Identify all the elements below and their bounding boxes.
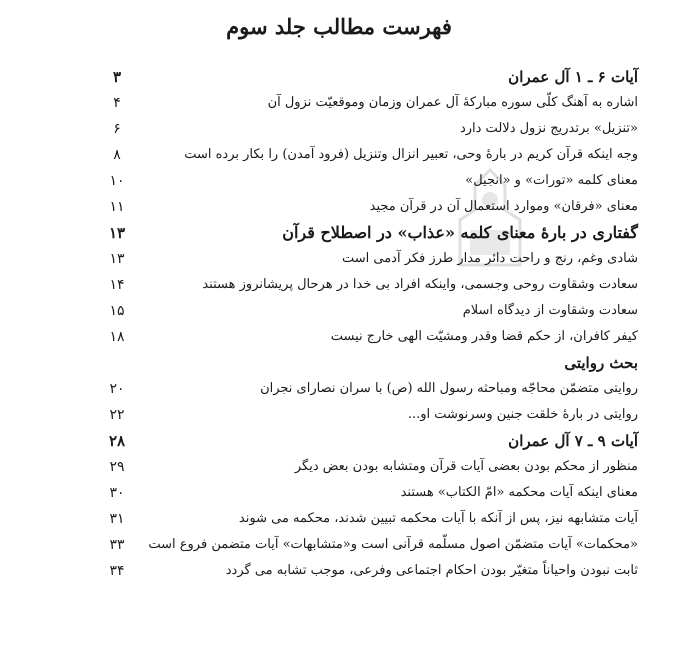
toc-entry-title: اشاره به آهنگ کلّی سوره مبارکهٔ آل عمران وزمان وموقعیّت نزول آن bbox=[267, 95, 638, 110]
toc-page-number: ۱۵ bbox=[109, 303, 125, 319]
toc-page-number: ۲۹ bbox=[109, 459, 125, 475]
toc-page-number: ۱۰ bbox=[109, 173, 125, 189]
toc-entry[interactable] bbox=[108, 90, 638, 116]
toc-entry[interactable] bbox=[108, 142, 638, 168]
toc-entry-title: کیفر کافران، از حکم قضا وقدر ومشیّت الهی خارج نیست bbox=[330, 329, 638, 344]
toc-page-number: ۱۳ bbox=[109, 251, 125, 267]
toc-entry[interactable] bbox=[108, 194, 638, 220]
toc-entry-title: گفتاری در بارهٔ معنای کلمه «عذاب» در اصطلاح قرآن bbox=[282, 223, 638, 242]
toc-entry[interactable] bbox=[108, 272, 638, 298]
toc-entry[interactable] bbox=[108, 402, 638, 428]
toc-entry-title: آیات متشابهه نیز، پس از آنکه با آیات محکمه تبیین شدند، محکمه می شوند bbox=[238, 511, 638, 526]
toc-entry[interactable] bbox=[108, 246, 638, 272]
toc-entry[interactable] bbox=[108, 64, 638, 90]
toc-page-number: ۳۴ bbox=[109, 563, 125, 579]
toc-entry-title: بحث روایتی bbox=[564, 354, 638, 372]
toc-entry-title: معنای «فرقان» وموارد استعمال آن در قرآن مجید bbox=[369, 199, 638, 214]
toc-page-number: ۲۰ bbox=[109, 381, 125, 397]
toc-entry[interactable] bbox=[108, 480, 638, 506]
toc-entry-title: معنای کلمه «تورات» و «انجیل» bbox=[465, 173, 638, 188]
toc-entry-title: سعادت وشقاوت روحی وجسمی، واینکه افراد بی خدا در هرحال پریشانروز هستند bbox=[202, 277, 638, 292]
table-of-contents bbox=[108, 64, 638, 584]
toc-page-number: ۳۳ bbox=[109, 537, 125, 553]
toc-page-number: ۱۱ bbox=[109, 199, 125, 215]
toc-page-number: ۳ bbox=[112, 68, 122, 86]
toc-entry-title: شادی وغم، رنج و راحت دائر مدار طرز فکر آدمی است bbox=[341, 251, 638, 266]
page-title: فهرست مطالب جلد سوم bbox=[226, 14, 452, 39]
toc-entry-title: وجه اینکه قرآن کریم در بارهٔ وحی، تعبیر انزال وتنزیل (فرود آمدن) را بکار برده است bbox=[184, 147, 638, 162]
toc-entry-title: «محکمات» آیات متضمّن اصول مسلّمه قرآنی است و«متشابهات» آیات متضمن فروع است bbox=[148, 537, 638, 552]
toc-entry-title: روایتی در بارهٔ خلقت جنین وسرنوشت او... bbox=[407, 407, 638, 422]
toc-page-number: ۳۰ bbox=[109, 485, 125, 501]
toc-entry-title: منظور از محکم بودن بعضی آیات قرآن ومتشابه بودن بعض دیگر bbox=[294, 459, 638, 474]
toc-entry-title: سعادت وشقاوت از دیدگاه اسلام bbox=[462, 303, 638, 318]
toc-entry[interactable] bbox=[108, 298, 638, 324]
toc-page-number: ۶ bbox=[113, 121, 121, 137]
toc-entry[interactable] bbox=[108, 324, 638, 350]
toc-entry[interactable] bbox=[108, 558, 638, 584]
toc-page-number: ۱۴ bbox=[109, 277, 125, 293]
toc-page-number: ۱۸ bbox=[109, 329, 125, 345]
toc-entry[interactable] bbox=[108, 376, 638, 402]
toc-entry[interactable] bbox=[108, 454, 638, 480]
toc-page-number: ۴ bbox=[113, 95, 121, 111]
toc-page-number: ۱۳ bbox=[108, 224, 126, 242]
toc-entry-title: آیات ۶ ـ ۱ آل عمران bbox=[508, 68, 638, 86]
toc-entry[interactable] bbox=[108, 350, 638, 376]
toc-page-number: ۳۱ bbox=[109, 511, 125, 527]
toc-entry[interactable] bbox=[108, 168, 638, 194]
toc-page-number: ۲۲ bbox=[109, 407, 125, 423]
toc-entry-title: آیات ۹ ـ ۷ آل عمران bbox=[508, 432, 638, 450]
toc-entry[interactable] bbox=[108, 428, 638, 454]
toc-entry-title: «تنزیل» برتدریج نزول دلالت دارد bbox=[459, 121, 638, 136]
toc-page-number: ۲۸ bbox=[108, 432, 126, 450]
toc-entry[interactable] bbox=[108, 116, 638, 142]
toc-page-number: ۸ bbox=[113, 147, 121, 163]
toc-entry-title: روایتی متضمّن محاجّه ومباحثه رسول الله (ص) با سران نصارای نجران bbox=[260, 381, 638, 396]
toc-entry-title: ثابت نبودن واحیاناً متغیّر بودن احکام اجتماعی وفرعی، موجب تشابه می گردد bbox=[225, 563, 638, 578]
toc-entry-title: معنای اینکه آیات محکمه «امّ الکتاب» هستند bbox=[400, 485, 638, 500]
toc-entry[interactable] bbox=[108, 220, 638, 246]
toc-entry[interactable] bbox=[108, 532, 638, 558]
toc-entry[interactable] bbox=[108, 506, 638, 532]
